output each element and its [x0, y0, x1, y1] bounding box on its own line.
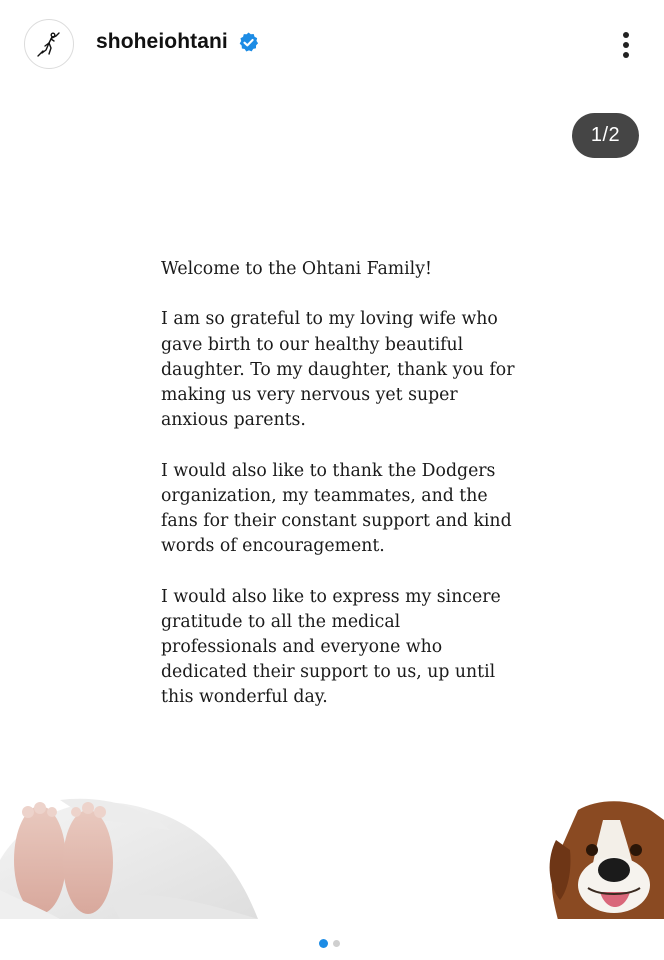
- more-options-button[interactable]: [611, 28, 641, 62]
- letter-paragraph: I am so grateful to my loving wife who gave birth to our healthy beautiful daughter. To my daughter, thank you for making us very nervous yet super anxious parents.: [161, 309, 515, 431]
- letter-paragraph: I would also like to thank the Dodgers organization, my teammates, and the fans for their constant support and kind words of encouragement.: [161, 460, 512, 557]
- post-image[interactable]: [0, 90, 664, 919]
- letter-paragraph: I would also like to express my sincere gratitude to all the medical professionals and everyone who dedicated their support to us, up until this wonderful day.: [161, 586, 501, 708]
- letter-title: Welcome to the Ohtani Family!: [161, 259, 432, 279]
- username[interactable]: shoheiohtani: [96, 30, 228, 53]
- carousel-dot-active[interactable]: [319, 939, 328, 948]
- post-header: [0, 0, 664, 90]
- baby-feet-photo: [0, 790, 270, 919]
- more-vertical-icon: [622, 31, 630, 59]
- carousel-counter: 1/2: [572, 113, 639, 158]
- avatar[interactable]: [24, 19, 74, 69]
- carousel-dot[interactable]: [333, 940, 340, 947]
- letter-text: [161, 257, 521, 736]
- dog-photo: [548, 800, 664, 919]
- baseball-player-sketch-icon: [34, 29, 64, 59]
- verified-badge-icon: [237, 31, 260, 54]
- carousel-indicator: [319, 939, 340, 948]
- username-group: [96, 30, 260, 54]
